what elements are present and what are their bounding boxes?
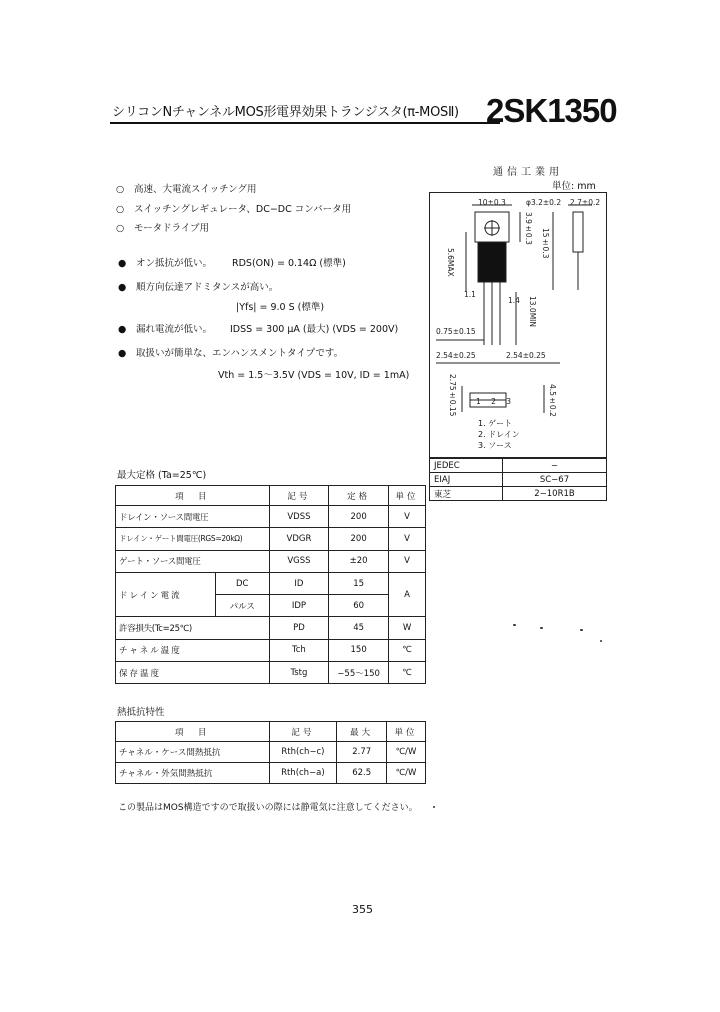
feature-item: ● 漏れ電流が低い。 [118, 324, 213, 335]
feature-item: ● オン抵抗が低い。 [118, 258, 213, 269]
feature-spec: Vth = 1.5〜3.5V (VDS = 10V, ID = 1mA) [218, 370, 410, 381]
application-item: ○ スイッチングレギュレータ、DC−DC コンバータ用 [116, 200, 351, 220]
dimension-label: 4.5±0.2 [548, 384, 557, 417]
table-row: チャネル・外気間熱抵抗 Rth(ch−a) 62.5 ℃/W [116, 763, 426, 784]
dimension-label: 3.9±0.3 [524, 212, 533, 245]
table-row: 東芝 2−10R1B [430, 487, 607, 501]
side-view-body [573, 212, 583, 252]
max-ratings-title: 最大定格 (Ta=25℃) [117, 470, 207, 481]
scan-speck [433, 806, 435, 808]
feature-spec: RDS(ON) = 0.14Ω (標準) [232, 258, 346, 269]
table-header-row: 項 目 記号 最大 単位 [116, 722, 426, 742]
package-body [478, 242, 506, 282]
dimension-label: φ3.2±0.2 [526, 198, 562, 207]
table-row: ドレイン・ソース間電圧 VDSS 200 V [116, 506, 426, 528]
thermal-title: 熱抵抗特性 [117, 707, 165, 718]
table-row: JEDEC − [430, 459, 607, 473]
dot-bullet-icon: ● [118, 282, 127, 293]
dot-bullet-icon: ● [118, 348, 127, 359]
dot-bullet-icon: ● [118, 258, 127, 269]
dimension-label: 10±0.3 [478, 198, 506, 207]
usage-label: 通信工業用 [493, 167, 563, 178]
unit-label: 単位: mm [552, 181, 596, 192]
table-row: ドレイン電流 DC ID 15 A [116, 572, 426, 594]
table-row: EIAJ SC−67 [430, 473, 607, 487]
scan-speck [513, 624, 516, 626]
pin-label: 2. ドレイン [478, 430, 520, 439]
document-title: シリコンNチャンネルMOS形電界効果トランジスタ(π-MOSⅡ) [112, 105, 459, 120]
pin-label: 3. ソース [478, 441, 512, 450]
circle-bullet-icon: ○ [116, 203, 125, 215]
esd-caution-note: この製品はMOS構造ですので取扱いの際には静電気に注意してください。 [118, 803, 418, 813]
scan-speck [540, 627, 543, 629]
feature-spec: |Yfs| = 9.0 S (標準) [236, 302, 325, 313]
pin-number-labels: 1 2 3 [476, 397, 516, 406]
table-row: 保存温度 Tstg −55〜150 ℃ [116, 662, 426, 684]
feature-item: ● 取扱いが簡単な、エンハンスメントタイプです。 [118, 348, 344, 359]
table-header-row: 項 目 記号 定格 単位 [116, 486, 426, 506]
application-item: ○ 高速、大電流スイッチング用 [116, 180, 351, 200]
circle-bullet-icon: ○ [116, 223, 125, 234]
dimension-label: 2.54±0.25 [506, 351, 546, 360]
circle-bullet-icon: ○ [116, 184, 125, 195]
pin-legend [478, 418, 520, 451]
table-row: 許容損失(Tc=25℃) PD 45 W [116, 617, 426, 639]
dot-bullet-icon: ● [118, 324, 127, 335]
feature-spec: IDSS = 300 μA (最大) (VDS = 200V) [230, 324, 399, 335]
max-ratings-table [115, 485, 426, 684]
dimension-label: 13.0MIN [528, 296, 537, 327]
table-row: ドレイン・ゲート間電圧(RGS=20kΩ) VDGR 200 V [116, 528, 426, 550]
dimension-label: 2.75±0.15 [448, 374, 457, 417]
dimension-label: 5.6MAX [446, 248, 455, 277]
scan-speck [580, 629, 583, 631]
dimension-label: 0.75±0.15 [436, 327, 476, 336]
package-codes-table [429, 458, 607, 501]
pin-label: 1. ゲート [478, 419, 513, 428]
application-item: ○ モータドライブ用 [116, 219, 351, 239]
page-number: 355 [352, 903, 373, 916]
dimension-label: 1.4 [508, 296, 520, 305]
dimension-label: 1.1 [464, 290, 476, 299]
table-row: チャネル温度 Tch 150 ℃ [116, 639, 426, 661]
scan-speck [600, 640, 602, 642]
table-row: ゲート・ソース間電圧 VGSS ±20 V [116, 550, 426, 572]
dimension-label: 2.54±0.25 [436, 351, 476, 360]
feature-item: ● 順方向伝達アドミタンスが高い。 [118, 282, 279, 293]
table-row: パルス IDP 60 [116, 595, 426, 617]
dimension-label: 2.7±0.2 [570, 198, 601, 207]
dimension-label: 15±0.3 [541, 228, 550, 259]
thermal-resistance-table [115, 721, 426, 784]
table-row: チャネル・ケース間熱抵抗 Rth(ch−c) 2.77 ℃/W [116, 742, 426, 763]
part-number: 2SK1350 [486, 92, 617, 129]
